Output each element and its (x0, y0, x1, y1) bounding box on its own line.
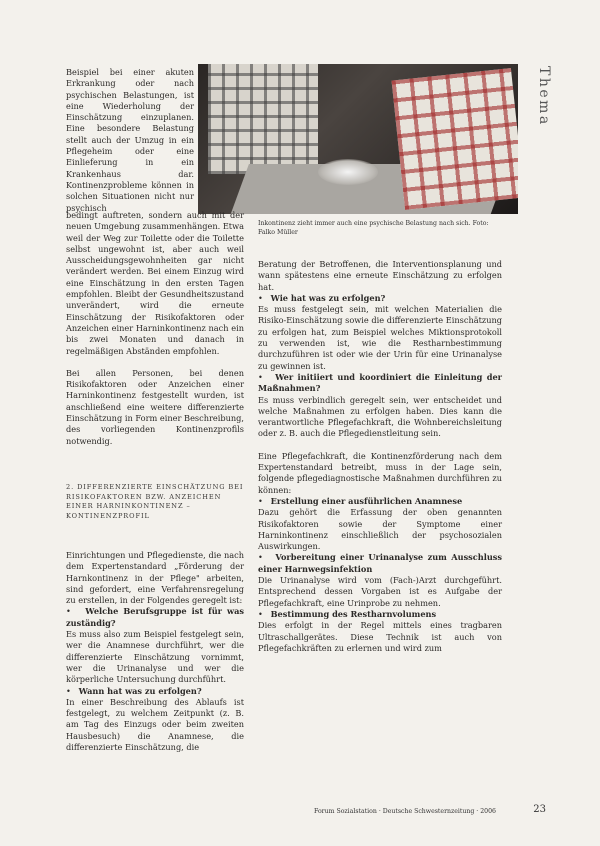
photo-puddle (318, 159, 378, 185)
paragraph: Beratung der Betroffenen, die Interventionsplanung und wann spätestens eine erneute Einschätzung zu erfolgen hat. (258, 259, 502, 292)
column-a-narrow (66, 67, 194, 214)
photo-blanket (392, 68, 518, 210)
paragraph: bedingt auftreten, sondern auch mit der neuen Umgebung zusammenhängen. Etwa weil der Weg zur Toilette oder die Toilette selbst ungewohnt ist, aber auch weil Ausscheidungsgewohnheiten gar nicht verändert werden. Bei einem Einzug wird eine Einschätzung in den ersten Tagen empfohlen. Bleibt der Gesundheitszustand unverändert, wird die erneute Einschätzung der Risikofaktoren oder Anzeichen einer Harninkontinenz nach ein bis zwei Monaten und danach in regelmäßigen Abständen empfohlen. (66, 210, 244, 356)
page-footer: Forum Sozialstation · Deutsche Schwesternzeitung · 2006 (314, 808, 496, 815)
column-b (258, 259, 502, 654)
paragraph: Dies erfolgt in der Regel mittels eines tragbaren Ultraschallgerätes. Diese Technik ist auch von Pflegefachkräften zu erlernen und wird zum (258, 620, 502, 653)
column-a-bottom (66, 550, 244, 753)
bullet-heading: • Vorbereitung einer Urinanalyse zum Ausschluss einer Harnwegsinfektion (258, 552, 502, 575)
paragraph: Beispiel bei einer akuten Erkrankung oder nach psychischen Belastungen, ist eine Wiederholung der Einschätzung einzuplanen. Eine besondere Belastung stellt auch der Umzug in ein Pflegeheim oder eine Einlieferung in ein Krankenhaus dar. Kontinenzprobleme können in solchen Situationen nicht nur psychisch (66, 67, 194, 213)
bullet-heading: • Erstellung einer ausführlichen Anamnese (258, 496, 502, 507)
bullet-heading: • Bestimmung des Restharnvolumens (258, 609, 502, 620)
section-subheading: 2. DIFFERENZIERTE EINSCHÄTZUNG BEI RISIKOFAKTOREN BZW. ANZEICHEN EINER HARNINKONTINENZ – KONTINENZPROFIL (66, 483, 244, 520)
article-photo (198, 64, 518, 214)
bullet-heading: • Welche Berufsgruppe ist für was zuständig? (66, 606, 244, 629)
paragraph: Dazu gehört die Erfassung der oben genannten Risikofaktoren sowie der Symptome einer Harninkontinenz einschließlich der psychosozialen Auswirkungen. (258, 507, 502, 552)
paragraph: Es muss festgelegt sein, mit welchen Materialien die Risiko-Einschätzung sowie die differenzierte Einschätzung zu erfolgen hat, zum Beispiel welches Miktionsprotokoll zu verwenden ist, wie die Restharnbestimmung durchzuführen ist oder wie der Urin für eine Urinanalyse zu gewinnen ist. (258, 304, 502, 371)
paragraph: Die Urinanalyse wird vom (Fach-)Arzt durchgeführt. Entsprechend dessen Vorgaben ist es Aufgabe der Pflegefachkraft, eine Urinprobe zu nehmen. (258, 575, 502, 608)
bullet-heading: • Wer initiiert und koordiniert die Einleitung der Maßnahmen? (258, 372, 502, 395)
bullet-heading: • Wie hat was zu erfolgen? (258, 293, 502, 304)
photo-caption: Inkontinenz zieht immer auch eine psychische Belastung nach sich. Foto: Falko Müller (258, 220, 489, 236)
paragraph: Es muss verbindlich geregelt sein, wer entscheidet und welche Maßnahmen zu erfolgen haben. Dies kann die verantwortliche Pflegefachkraft, die Wohnbereichsleitung oder z. B. auch die Pflegedienstleitung sein. (258, 394, 502, 439)
section-label: Thema (536, 66, 552, 127)
column-a-wide (66, 210, 244, 447)
paragraph: Bei allen Personen, bei denen Risikofaktoren oder Anzeichen einer Harninkontinenz festgestellt wurden, ist anschließend eine weitere differenzierte Einschätzung in Form einer Beschreibung, des vorliegenden Kontinenzprofils notwendig. (66, 367, 244, 446)
paragraph: Es muss also zum Beispiel festgelegt sein, wer die Anamnese durchführt, wer die differenzierte Einschätzung vornimmt, wer die Urinanalyse und wer die körperliche Untersuchung durchführt. (66, 629, 244, 685)
photo-cloth (208, 64, 318, 174)
paragraph: Eine Pflegefachkraft, die Kontinenzförderung nach dem Expertenstandard betreibt, muss in der Lage sein, folgende pflegediagnostische Maßnahmen durchführen zu können: (258, 450, 502, 495)
paragraph: In einer Beschreibung des Ablaufs ist festgelegt, zu welchem Zeitpunkt (z. B. am Tag des Einzugs oder beim zweiten Hausbesuch) die Anamnese, die differenzierte Einschätzung, die (66, 696, 244, 753)
bullet-heading: • Wann hat was zu erfolgen? (66, 686, 244, 697)
paragraph: Einrichtungen und Pflegedienste, die nach dem Expertenstandard „Förderung der Harnkontinenz in der Pflege" arbeiten, sind gefordert, eine Verfahrensregelung zu erstellen, in der Folgendes geregelt ist: (66, 550, 244, 606)
page-number: 23 (533, 804, 546, 815)
